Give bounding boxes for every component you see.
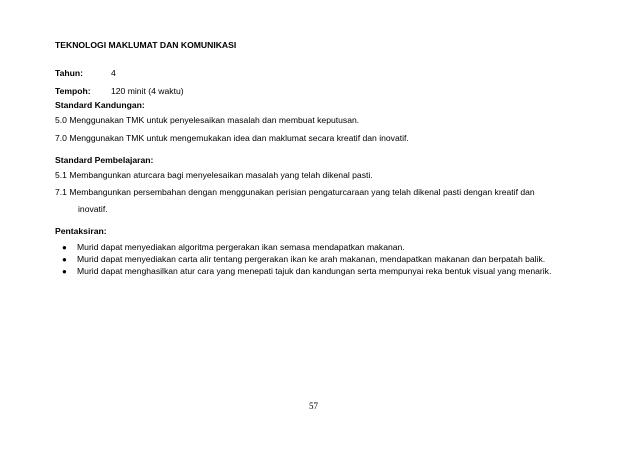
standard-pembelajaran-item: 5.1 Membangunkan aturcara bagi menyelesaikan masalah yang telah dikenal pasti.	[55, 170, 373, 180]
standard-pembelajaran-item-continuation: inovatif.	[78, 204, 108, 214]
tempoh-label: Tempoh:	[55, 86, 91, 96]
standard-kandungan-item: 5.0 Menggunakan TMK untuk penyelesaikan masalah dan membuat keputusan.	[55, 115, 360, 125]
standard-kandungan-heading: Standard Kandungan:	[55, 100, 145, 110]
standard-kandungan-item: 7.0 Menggunakan TMK untuk mengemukakan idea dan maklumat secara kreatif dan inovatif.	[55, 133, 409, 143]
page-number: 57	[309, 401, 318, 411]
tempoh-value: 120 minit (4 waktu)	[111, 86, 184, 96]
tahun-label: Tahun:	[55, 68, 84, 78]
standard-pembelajaran-item: 7.1 Membangunkan persembahan dengan menggunakan perisian pengaturcaraan yang telah dikenal pasti dengan kreatif dan	[55, 187, 535, 197]
document-title: TEKNOLOGI MAKLUMAT DAN KOMUNIKASI	[55, 40, 237, 50]
pentaksiran-heading: Pentaksiran:	[55, 226, 107, 236]
bullet-icon: ●	[62, 255, 67, 264]
tahun-value: 4	[111, 68, 116, 78]
pentaksiran-item: Murid dapat menyediakan carta alir tentang pergerakan ikan ke arah makanan, mendapatkan makanan dan berpatah balik.	[77, 254, 546, 264]
standard-pembelajaran-heading: Standard Pembelajaran:	[55, 155, 154, 165]
pentaksiran-item: Murid dapat menyediakan algoritma pergerakan ikan semasa mendapatkan makanan.	[77, 242, 405, 252]
bullet-icon: ●	[62, 267, 67, 276]
pentaksiran-item: Murid dapat menghasilkan atur cara yang menepati tajuk dan kandungan serta mempunyai reka bentuk visual yang menarik.	[77, 266, 552, 276]
bullet-icon: ●	[62, 243, 67, 252]
